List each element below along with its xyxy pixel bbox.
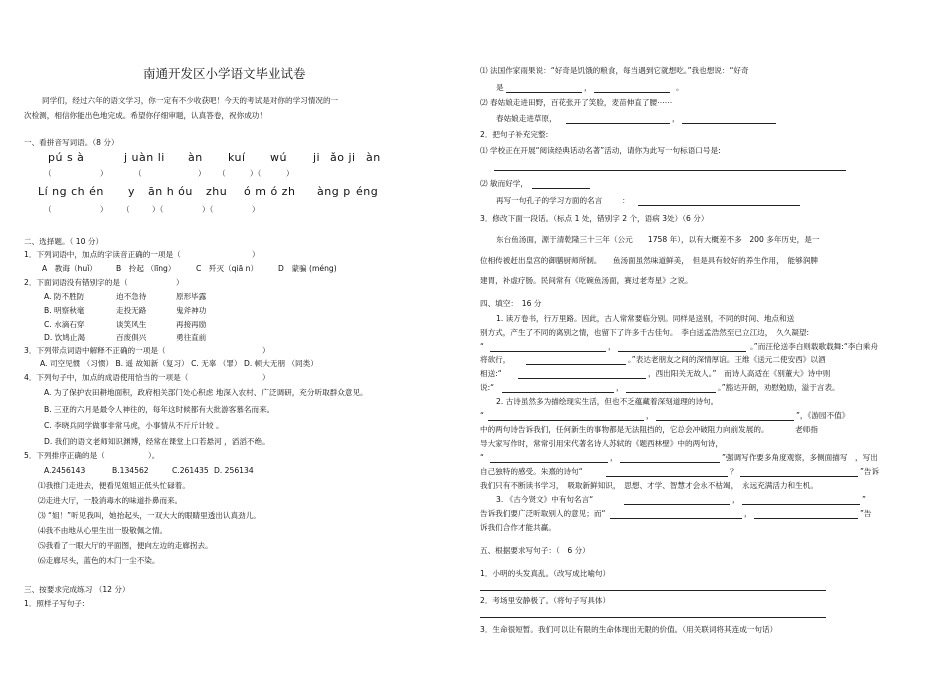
paragraph-line: 2. 古诗虽然多为描绘现实生活，但也不乏蕴藏着深刻道理的诗句。: [496, 397, 719, 406]
answer-line[interactable]: [502, 392, 614, 393]
text: 。”豁达开朗，劝慰勉励，溢于言表。: [718, 383, 840, 392]
answer-paren: （: [122, 205, 130, 214]
text: 是: [496, 83, 504, 92]
paren-close: ）: [176, 278, 184, 287]
section-2-heading: 二、选择题。（ 10 分）: [24, 237, 104, 246]
intro-line-1: 同学们，经过六年的语文学习，你一定有不少收获吧！今天的考试是对你的学习情况的一: [42, 96, 339, 105]
s3-q1: 1．照样子写句子:: [24, 599, 85, 608]
section-4-heading: 四、填空： 16 分: [480, 299, 542, 308]
answer-line[interactable]: [526, 364, 626, 365]
answer-paren: （: [218, 169, 226, 178]
paragraph-line: 位相传被赶出皇宫的御膳厨师所制。 鱼汤面虽然味道鲜美， 但是具有较好的养生作用， 能够润脾: [480, 256, 818, 265]
answer-line[interactable]: [490, 351, 606, 352]
answer-line[interactable]: [494, 170, 846, 171]
paragraph-line: 我们只有不断读书学习， 吸取新鲜知识， 思想、才学、智慧才会永不枯竭， 永远充满活力和生机。: [480, 481, 818, 490]
answer-line[interactable]: [506, 92, 582, 93]
option: 迫不急待: [116, 292, 147, 301]
paren-close: ）: [262, 373, 270, 382]
option: D 蒙骗 (méng): [278, 264, 337, 273]
option: D. 256134: [214, 466, 254, 475]
pinyin-4: kuí: [228, 151, 246, 164]
sentence-item: ⑵走进大厅，一股消毒水的味道扑鼻而来。: [38, 496, 183, 505]
paragraph-line: 建胃，补虚疗肠。民间常有《吃碗鱼汤面，赛过老寿星》之说。: [480, 276, 693, 285]
answer-paren: （: [134, 169, 142, 178]
option: C.261435: [172, 466, 209, 475]
answer-line[interactable]: [620, 462, 720, 463]
answer-line[interactable]: [490, 462, 608, 463]
paren-close: ）: [262, 346, 270, 355]
option: 谈笑风生: [116, 320, 147, 329]
option: 再接再励: [176, 320, 207, 329]
answer-line[interactable]: [566, 123, 670, 124]
intro-line-2: 次检测，相信你能出色地完成。希望你仔细审题，认真答卷，祝你成功！: [24, 111, 267, 120]
answer-line[interactable]: [480, 617, 826, 618]
section-5-heading: 五、根据要求写句子：（ 6 分）: [480, 546, 590, 555]
pinyin-14: àng p: [317, 185, 351, 198]
text: ”告: [860, 509, 872, 518]
pinyin-6: ji: [313, 151, 321, 164]
pinyin-7: ǎo ji: [330, 151, 356, 164]
answer-line[interactable]: [532, 188, 590, 189]
text: ”告诉: [860, 467, 880, 476]
sentence-item: ⑴我推门走进去，便看见姐姐正低头忙碌着。: [38, 481, 190, 490]
answer-line[interactable]: [740, 476, 858, 477]
text: 相送:“: [480, 369, 502, 378]
answer-line[interactable]: [742, 504, 860, 505]
text: ，: [608, 342, 616, 351]
pinyin-12: zhu: [206, 185, 228, 198]
text: ”: [862, 495, 866, 504]
section-1-heading: 一、看拼音写词语。（8 分）: [24, 138, 119, 147]
text: “: [480, 342, 484, 351]
s3-r1-prompt: ⑴ 法国作家雨果说：“好奇是饥饿的粮食，每当遇到它就想吃。”我也想说：“好奇: [480, 66, 749, 75]
s3-q2-2: ⑵ 敏而好学，: [480, 179, 528, 188]
option: B.134562: [112, 466, 149, 475]
option: B 拎起 （līng）: [116, 264, 176, 273]
answer-paren: ）: [100, 169, 108, 178]
paragraph-line: 诉我们合作才能共赢。: [480, 523, 556, 532]
answer-line[interactable]: [618, 351, 746, 352]
answer-paren: ）（: [152, 205, 164, 214]
sentence-item: ⑶ “姐！”听见我叫，她抬起头，一双大大的眼睛里透出认真劲儿。: [38, 511, 261, 520]
answer-line[interactable]: [626, 392, 716, 393]
text: ，: [732, 495, 740, 504]
pinyin-5: wú: [270, 151, 287, 164]
text: “: [480, 453, 484, 462]
option: B. 三亚的六月是最令人神往的，每年这时候都有大批游客慕名而来。: [44, 405, 275, 414]
pinyin-2: j uàn li: [124, 151, 165, 164]
option: 勇往直前: [176, 333, 207, 342]
answer-line[interactable]: [638, 205, 800, 206]
s2-q5: 5．下列排序正确的是（: [24, 451, 105, 460]
text: 春姑娘走进草原，: [496, 114, 557, 123]
option: 鬼斧神功: [176, 306, 207, 315]
option: C 歼灭（qiā n）: [196, 264, 259, 273]
pinyin-11: ān h óu: [148, 185, 193, 198]
option: D. 饮鸠止渴: [44, 333, 86, 342]
answer-line[interactable]: [610, 518, 742, 519]
text: ，: [610, 453, 618, 462]
s2-q3: 3．下列带点词语中解释不正确的一项是（: [24, 346, 166, 355]
text: 自己独特的感受。朱熹的诗句“: [480, 467, 583, 476]
sentence-item: ⑹走廊尽头，蓝色的木门一尘不染。: [38, 556, 160, 565]
option: A. 为了保护农田耕地面积，政府相关部门处心积虑 地深入农村、广泛调研，充分听取群众意见。: [44, 388, 368, 397]
paragraph-line: 东台鱼汤面，源于清乾隆三十三年（公元 1758 年），以有大概差不多 200 多年历史，是一: [496, 235, 820, 244]
text: 告诉我们要广泛听取别人的意见；而“: [480, 509, 606, 518]
answer-line[interactable]: [606, 476, 728, 477]
pinyin-3: àn: [188, 151, 203, 164]
right-column: [470, 0, 950, 694]
option: A.2456143: [44, 466, 86, 475]
pinyin-1: pú s à: [48, 151, 85, 164]
option: 百废俱兴: [116, 333, 147, 342]
option: C. 水滴石穿: [44, 320, 85, 329]
text: ：: [622, 196, 630, 205]
s3-q2-2b: 再写一句孔子的学习方面的名言: [496, 196, 603, 205]
option: 原形毕露: [176, 292, 207, 301]
text: “: [480, 411, 484, 420]
answer-line[interactable]: [754, 518, 858, 519]
pinyin-13: ó m ó zh: [244, 185, 296, 198]
answer-line[interactable]: [656, 420, 794, 421]
s3-q2: 2．把句子补充完整:: [480, 130, 549, 139]
answer-paren: ）: [252, 205, 260, 214]
pinyin-10: y: [128, 185, 136, 198]
s5-item: 2．考场里安静极了。（将句子写具体）: [480, 596, 611, 605]
pinyin-9: Lí ng ch én: [38, 185, 104, 198]
text: ，: [616, 383, 624, 392]
text: ”，《游园不值》: [796, 411, 850, 420]
text: 说:“: [480, 383, 495, 392]
option: A 教诲（huǐ）: [42, 264, 97, 273]
text: ，: [744, 509, 752, 518]
answer-paren: （: [44, 169, 52, 178]
paragraph-line: 别方式，产生了不同的离别之情，也留下了许多千古佳句。 李白送孟浩然至已立江边， 久久凝望:: [480, 328, 810, 337]
s2-q2: 2．下面词语没有错别字的是（: [24, 278, 128, 287]
answer-paren: （: [44, 205, 52, 214]
text: ，西出阳关无故人。” 而诗人高适在《别董大》诗中则: [648, 369, 831, 378]
text: ”强调写作要多角度观察，多侧面描写 ，写出: [722, 453, 878, 462]
s3-q3: 3．修改下面一段话。（标点 1 处，错别字 2 个，语病 3处）（6 分）: [480, 214, 709, 223]
answer-paren: ）（: [250, 169, 262, 178]
answer-line[interactable]: [518, 378, 646, 379]
text: 将欲行，: [480, 355, 511, 364]
option: A. 防不胜防: [44, 292, 85, 301]
option: C. 李晓兵同学做事非常马虎，小事情从不斤斤计较 。: [44, 421, 224, 430]
sentence-item: ⑸我看了一眼大厅的平面图，便向左边的走廊拐去。: [38, 541, 213, 550]
s2-q4: 4．下列句子中，加点的成语使用恰当的一项是（: [24, 373, 189, 382]
paragraph-line: 中的两句诗告诉我们，任何新生的事物都是无法阻挡的，它总会冲破阻力向前发展的。 老师指: [480, 425, 818, 434]
s2-q1: 1．下列词语中，加点的字读音正确的一项是（: [24, 250, 181, 259]
s3-r2-prompt: ⑵ 春姑娘走进田野，百花张开了笑脸，麦苗伸直了腰⋯⋯: [480, 98, 673, 107]
text: 。”表达老朋友之间的深情厚谊。王维《送元二使安西》以酒: [628, 355, 826, 364]
option: B. 明察秋毫: [44, 306, 85, 315]
option-line: A. 司空见惯 （习惯） B. 遥 故知新（复习） C. 无辜 （罪） D. 顿大无朋 （同类）: [40, 359, 318, 368]
text: ，: [646, 411, 654, 420]
paren-close: ）: [252, 250, 260, 259]
s3-q2-1: ⑴ 学校正在开展“阅读经典话动名著”活动，请你为此写一句标语口号是:: [480, 146, 721, 155]
text: ，: [672, 114, 680, 123]
paren-close: ）。: [148, 451, 160, 460]
exam-title: 南通开发区小学语文毕业试卷: [143, 66, 306, 81]
text: 。”而汪伦送李白则载歌载舞:“李白乘舟: [750, 342, 879, 351]
answer-line[interactable]: [488, 420, 644, 421]
text: 3. 《古今贤文》中有句名言“: [496, 495, 594, 504]
text: 。: [676, 83, 684, 92]
sentence-item: ⑷我不由地从心里生出一股敬佩之情。: [38, 526, 168, 535]
paragraph-line: 1. 读万卷书，行万里路。因此，古人常常要临分别。同样是送别，不同的时间、地点和送: [496, 314, 795, 323]
left-column: [0, 0, 470, 694]
s5-item: 3．生命很短暂。我们可以让有限的生命体现出无限的价值。（用关联词将其连成一句话）: [480, 625, 778, 634]
answer-paren: ）（: [202, 205, 214, 214]
text: ，: [584, 83, 592, 92]
text: ？: [730, 467, 738, 476]
paragraph-line: 导大家写作时，常常引用宋代著名诗人苏轼的《题西林壁》中的两句诗，: [480, 439, 723, 448]
answer-paren: ）: [198, 169, 206, 178]
pinyin-15: éng: [356, 185, 379, 198]
pinyin-8: àn: [366, 151, 381, 164]
option: D. 我们的语文老师知识渊博，经常在课堂上口若悬河 ，滔滔不绝。: [44, 437, 270, 446]
answer-line[interactable]: [594, 92, 670, 93]
answer-paren: ）: [286, 169, 294, 178]
section-3-heading: 三、按要求完成练习 （12 分）: [24, 585, 130, 594]
answer-line[interactable]: [624, 504, 730, 505]
answer-line[interactable]: [480, 590, 826, 591]
answer-paren: ）: [100, 205, 108, 214]
s5-item: 1．小明的头发真乱。（改写成比喻句）: [480, 569, 611, 578]
option: 走投无路: [116, 306, 147, 315]
answer-line[interactable]: [682, 123, 776, 124]
